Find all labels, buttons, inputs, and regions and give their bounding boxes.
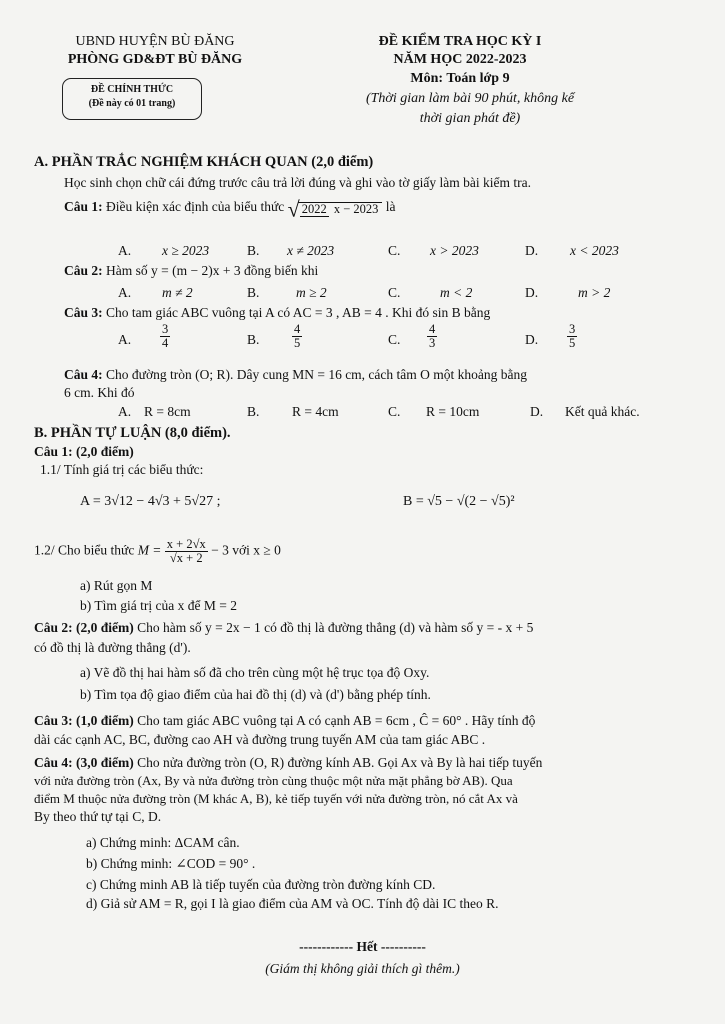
c1-2-frac — [165, 538, 208, 565]
c1-2b: b) Tìm giá trị của x để M = 2 — [80, 598, 237, 613]
question-2 — [64, 262, 318, 279]
stamp-title: ĐỀ CHÍNH THỨC — [90, 84, 174, 95]
q4-opt-a-label: A. — [118, 404, 132, 419]
q3-opt-a — [160, 323, 170, 350]
q1-tail: là — [385, 199, 396, 214]
q2-opt-d: m > 2 — [578, 285, 611, 300]
q3-opt-b — [292, 323, 302, 350]
q3-text: Cho tam giác ABC vuông tại A có AC = 3 , AB = 4 . Khi đó sin B bằng — [106, 305, 491, 320]
q1-num: 2022 — [301, 201, 327, 216]
c1-2a: a) Rút gọn M — [80, 578, 153, 593]
q2-label: Câu 2: — [64, 263, 103, 278]
q1-sqrt — [287, 196, 383, 222]
c4c: c) Chứng minh AB là tiếp tuyến của đường tròn đường kính CD. — [86, 877, 436, 892]
c3-label: Câu 3: (1,0 điểm) — [34, 713, 134, 728]
c4-cont-2: điểm M thuộc nửa đường tròn (M khác A, B), kẻ tiếp tuyến với nửa đường tròn, nó cắt Ax và — [34, 791, 518, 806]
c1-2-tail: − 3 với x ≥ 0 — [211, 542, 281, 558]
q4-opt-c-label: C. — [388, 404, 401, 419]
q1-opt-b: x ≠ 2023 — [287, 243, 335, 258]
q3-opt-d-label: D. — [525, 332, 539, 347]
q4-opt-d-label: D. — [530, 404, 544, 419]
c3-text: Cho tam giác ABC vuông tại A có cạnh AB = 6cm , Ĉ = 60° . Hãy tính độ — [137, 713, 536, 728]
section-a-title: A. PHẦN TRẮC NGHIỆM KHÁCH QUAN (2,0 điểm) — [34, 154, 374, 170]
school-year: NĂM HỌC 2022-2023 — [393, 52, 527, 67]
c3 — [34, 712, 535, 729]
q1-den: x − 2023 — [333, 201, 379, 216]
exam-title: ĐỀ KIỂM TRA HỌC KỲ I — [378, 34, 542, 49]
c2-label: Câu 2: (2,0 điểm) — [34, 620, 134, 635]
question-4 — [64, 366, 527, 383]
section-a-instruction: Học sinh chọn chữ cái đứng trước câu trả lời đúng và ghi vào tờ giấy làm bài kiểm tra. — [64, 175, 531, 190]
q1-opt-a-label: A. — [118, 243, 132, 258]
q1-opt-a: x ≥ 2023 — [162, 243, 210, 258]
q4-opt-c: R = 10cm — [426, 404, 480, 419]
c1-1: 1.1/ Tính giá trị các biểu thức: — [40, 462, 204, 477]
stamp-note: (Đề này có 01 trang) — [88, 98, 176, 109]
time-note-2: thời gian phát đề) — [419, 111, 521, 126]
q2-opt-c: m < 2 — [440, 285, 473, 300]
expression-a: A = 3√12 − 4√3 + 5√27 ; — [80, 494, 221, 509]
radical-icon: √ — [287, 196, 300, 222]
q1-label: Câu 1: — [64, 199, 103, 214]
dept-name: UBND HUYỆN BÙ ĐĂNG — [75, 34, 235, 49]
q4-label: Câu 4: — [64, 367, 103, 382]
time-note: (Thời gian làm bài 90 phút, không kể — [365, 91, 575, 106]
q1-opt-b-label: B. — [247, 243, 260, 258]
q4-opt-d: Kết quả khác. — [565, 404, 640, 419]
office-name: PHÒNG GD&ĐT BÙ ĐĂNG — [67, 52, 243, 67]
q3-opt-c-label: C. — [388, 332, 401, 347]
q3-opt-c — [427, 323, 437, 350]
q3-c-den: 3 — [429, 336, 436, 350]
q3-a-den: 4 — [162, 336, 169, 350]
q3-opt-d — [567, 323, 577, 350]
q1-opt-d: x < 2023 — [570, 243, 619, 258]
q4-opt-b-label: B. — [247, 404, 260, 419]
question-3 — [64, 304, 490, 321]
q3-b-den: 5 — [294, 336, 301, 350]
q4-text: Cho đường tròn (O; R). Dây cung MN = 16 cm, cách tâm O một khoảng bằng — [106, 367, 528, 382]
c1-label: Câu 1: (2,0 điểm) — [34, 444, 134, 459]
q3-label: Câu 3: — [64, 305, 103, 320]
q1-opt-c-label: C. — [388, 243, 401, 258]
q2-opt-b-label: B. — [247, 285, 260, 300]
q1-opt-d-label: D. — [525, 243, 539, 258]
official-stamp — [62, 78, 202, 120]
c1-2 — [34, 538, 281, 565]
q3-c-num: 4 — [429, 322, 436, 336]
subject: Môn: Toán lớp 9 — [410, 71, 510, 86]
end-marker: ------------ Hết ---------- — [299, 939, 426, 954]
c4a: a) Chứng minh: ΔCAM cân. — [86, 835, 240, 850]
footer-note: (Giám thị không giải thích gì thêm.) — [265, 961, 460, 976]
q1-opt-c: x > 2023 — [430, 243, 479, 258]
c1-2-m: M = — [137, 542, 162, 558]
q2-opt-a-label: A. — [118, 285, 132, 300]
q4-opt-a: R = 8cm — [144, 404, 191, 419]
expression-b: B = √5 − √(2 − √5)² — [403, 494, 515, 509]
q1-text: Điều kiện xác định của biểu thức — [106, 199, 285, 214]
q2-opt-c-label: C. — [388, 285, 401, 300]
q2-opt-a: m ≠ 2 — [162, 285, 193, 300]
c2a: a) Vẽ đồ thị hai hàm số đã cho trên cùng một hệ trục tọa độ Oxy. — [80, 665, 430, 680]
c4-cont-1: với nửa đường tròn (Ax, By và nửa đường tròn cùng thuộc một nửa mặt phẳng bờ AB). Qua — [34, 773, 513, 788]
c2-cont: có đồ thị là đường thẳng (d'). — [34, 640, 191, 655]
q2-text: Hàm số y = (m − 2)x + 3 đồng biến khi — [106, 263, 319, 278]
c2b: b) Tìm tọa độ giao điểm của hai đồ thị (d) và (d') bằng phép tính. — [80, 687, 431, 702]
q3-opt-b-label: B. — [247, 332, 260, 347]
c1-2-label: 1.2/ Cho biểu thức — [34, 542, 135, 558]
q3-d-den: 5 — [569, 336, 576, 350]
section-b-title: B. PHẦN TỰ LUẬN (8,0 điểm). — [34, 425, 231, 441]
c3-cont: dài các cạnh AC, BC, đường cao AH và đường trung tuyến AM của tam giác ABC . — [34, 732, 486, 747]
c2 — [34, 619, 533, 636]
c4b: b) Chứng minh: ∠COD = 90° . — [86, 856, 256, 871]
q2-opt-d-label: D. — [525, 285, 539, 300]
c1-2-den: √x + 2 — [169, 551, 203, 565]
q3-b-num: 4 — [294, 322, 301, 336]
c1-2-num: x + 2√x — [166, 537, 206, 551]
q3-d-num: 3 — [569, 322, 576, 336]
q3-a-num: 3 — [162, 322, 169, 336]
c2-text: Cho hàm số y = 2x − 1 có đồ thị là đường thẳng (d) và hàm số y = - x + 5 — [137, 620, 534, 635]
q4-opt-b: R = 4cm — [292, 404, 339, 419]
c4d: d) Giả sử AM = R, gọi I là giao điểm của AM và OC. Tính độ dài IC theo R. — [86, 896, 499, 911]
question-1 — [64, 196, 396, 222]
q3-opt-a-label: A. — [118, 332, 132, 347]
q2-opt-b: m ≥ 2 — [296, 285, 327, 300]
c4-cont-3: By theo thứ tự tại C, D. — [34, 809, 162, 824]
c4 — [34, 754, 542, 771]
c4-label: Câu 4: (3,0 điểm) — [34, 755, 134, 770]
question-4-cont: 6 cm. Khi đó — [64, 385, 135, 400]
c4-text: Cho nửa đường tròn (O, R) đường kính AB. Gọi Ax và By là hai tiếp tuyến — [137, 755, 543, 770]
